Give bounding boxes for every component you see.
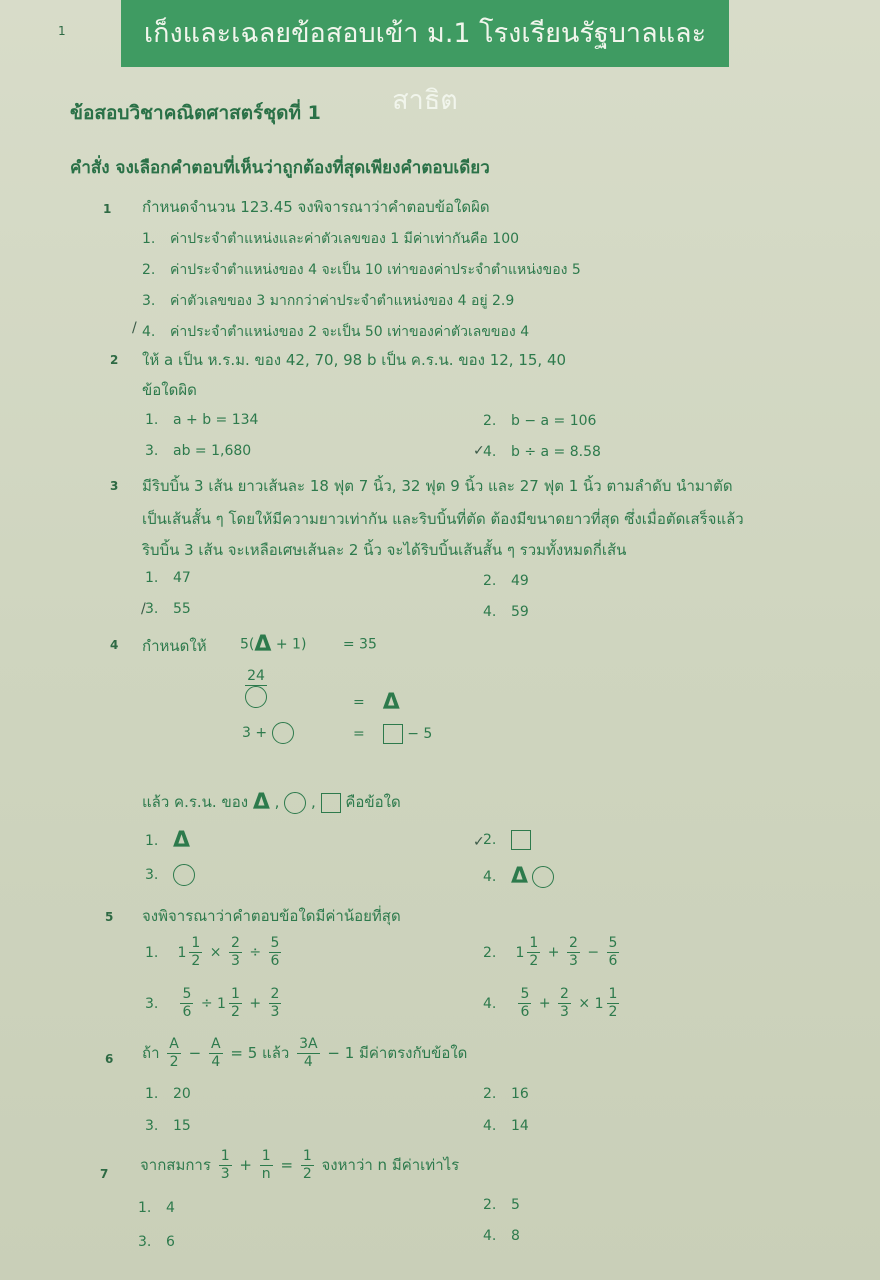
instruction: คำสั่ง จงเลือกคำตอบที่เห็นว่าถูกต้องที่สุดเพียงคำตอบเดียว bbox=[70, 158, 490, 178]
question-text: เป็นเส้นสั้น ๆ โดยให้มีความยาวเท่ากัน และริบบิ้นที่ตัด ต้องมีขนาดยาวที่สุด ซึ่งเมื่อตัดเสร็จแล้ว bbox=[142, 510, 744, 528]
question-text: ริบบิ้น 3 เส้น จะเหลือเศษเส้นละ 2 นิ้ว จะได้ริบบิ้นเส้นสั้น ๆ รวมทั้งหมดกี่เส้น bbox=[142, 541, 627, 559]
question-number: 4 bbox=[110, 638, 119, 652]
question-number: 7 bbox=[100, 1167, 109, 1181]
question-text: จากสมการ $\frac{1}{3}$ + $\frac{1}{n}$ = $\frac{1}{2}$ จงหาว่า n มีค่าเท่าไร bbox=[140, 1148, 460, 1182]
square-icon bbox=[321, 793, 341, 813]
option: 1. 4 bbox=[138, 1200, 175, 1216]
option: 3. ค่าตัวเลขของ 3 มากกว่าค่าประจำตำแหน่งของ 4 อยู่ 2.9 bbox=[142, 293, 515, 309]
option: 4. 59 bbox=[483, 604, 529, 620]
question-text: ข้อใดผิด bbox=[142, 381, 197, 399]
equation-3: 3 + bbox=[242, 722, 294, 744]
question-number: 3 bbox=[110, 479, 119, 493]
circle-icon bbox=[284, 792, 306, 814]
option: 2. 5 bbox=[483, 1197, 520, 1213]
circle-icon bbox=[173, 864, 195, 886]
question-text: มีริบบิ้น 3 เส้น ยาวเส้นละ 18 ฟุต 7 นิ้ว, 32 ฟุต 9 นิ้ว และ 27 ฟุต 1 นิ้ว ตามลำดับ นำมาตัด bbox=[142, 477, 733, 495]
option: 2. ค่าประจำตำแหน่งของ 4 จะเป็น 10 เท่าของค่าประจำตำแหน่งของ 5 bbox=[142, 262, 581, 278]
option: 1. Δ bbox=[145, 828, 191, 853]
circle-icon bbox=[532, 866, 554, 888]
equation-3-rhs: = − 5 bbox=[353, 726, 433, 742]
option: 2. 49 bbox=[483, 573, 529, 589]
option: 3. 6 bbox=[138, 1234, 175, 1250]
option: 3. 55 bbox=[145, 601, 191, 617]
question-text: กำหนดให้ bbox=[142, 637, 207, 655]
answer-mark: / bbox=[141, 601, 146, 617]
answer-mark: / bbox=[132, 320, 137, 336]
circle-icon bbox=[272, 722, 294, 744]
equation-2-rhs: = Δ bbox=[353, 690, 400, 715]
question-text: แล้ว ค.ร.น. ของ Δ , , คือข้อใด bbox=[142, 790, 401, 815]
triangle-icon: Δ bbox=[382, 690, 400, 715]
triangle-icon: Δ bbox=[254, 632, 272, 657]
option: 1. ค่าประจำตำแหน่งและค่าตัวเลขของ 1 มีค่าเท่ากันคือ 100 bbox=[142, 231, 520, 247]
answer-mark: ✓ bbox=[473, 834, 485, 850]
option: 4. 8 bbox=[483, 1228, 520, 1244]
option: 1. 20 bbox=[145, 1086, 191, 1102]
circle-icon bbox=[245, 686, 267, 708]
question-number: 2 bbox=[110, 353, 119, 367]
question-text: ถ้า $\frac{A}{2}$ − $\frac{A}{4}$ = 5 แล้ว $\frac{3A}{4}$ − 1 มีค่าตรงกับข้อใด bbox=[142, 1036, 468, 1070]
option: 4. 14 bbox=[483, 1118, 529, 1134]
option: 1. a + b = 134 bbox=[145, 412, 259, 428]
answer-mark: ✓ bbox=[473, 443, 485, 459]
banner-title: เก็งและเฉลยข้อสอบเข้า ม.1 โรงเรียนรัฐบาลและสาธิต bbox=[121, 0, 729, 67]
option: 1. 47 bbox=[145, 570, 191, 586]
option: 1. 1 $\frac{1}{2}$ × $\frac{2}{3}$ ÷ $\frac{5}{6}$ bbox=[145, 935, 280, 969]
option: 3. 15 bbox=[145, 1118, 191, 1134]
option: 4. Δ bbox=[483, 864, 554, 889]
option: 3. ab = 1,680 bbox=[145, 443, 252, 459]
triangle-icon: Δ bbox=[173, 828, 191, 853]
equation-2: 24 bbox=[240, 668, 272, 708]
option: 4. ค่าประจำตำแหน่งของ 2 จะเป็น 50 เท่าของค่าตัวเลขของ 4 bbox=[142, 324, 530, 340]
square-icon bbox=[383, 724, 403, 744]
question-number: 5 bbox=[105, 910, 114, 924]
equation-1: 5(Δ + 1) = 35 bbox=[240, 632, 377, 657]
option: 4. $\frac{5}{6}$ + $\frac{2}{3}$ × 1 $\frac{1}{2}$ bbox=[483, 986, 618, 1020]
option: 4. b ÷ a = 8.58 bbox=[483, 444, 601, 460]
question-text: ให้ a เป็น ห.ร.ม. ของ 42, 70, 98 b เป็น ค.ร.น. ของ 12, 15, 40 bbox=[142, 351, 567, 369]
question-number: 1 bbox=[103, 202, 112, 216]
option: 3. $\frac{5}{6}$ ÷ 1 $\frac{1}{2}$ + $\frac{2}{3}$ bbox=[145, 986, 280, 1020]
page-number: 1 bbox=[58, 24, 66, 38]
triangle-icon: Δ bbox=[252, 790, 270, 815]
square-icon bbox=[511, 830, 531, 850]
question-text: กำหนดจำนวน 123.45 จงพิจารณาว่าคำตอบข้อใดผิด bbox=[142, 198, 490, 216]
option: 2. bbox=[483, 830, 531, 850]
option: 2. b − a = 106 bbox=[483, 413, 597, 429]
option: 2. 1 $\frac{1}{2}$ + $\frac{2}{3}$ − $\frac{5}{6}$ bbox=[483, 935, 618, 969]
option: 2. 16 bbox=[483, 1086, 529, 1102]
exam-title: ข้อสอบวิชาคณิตศาสตร์ชุดที่ 1 bbox=[70, 102, 321, 124]
option: 3. bbox=[145, 864, 195, 886]
triangle-icon: Δ bbox=[511, 864, 529, 889]
question-text: จงพิจารณาว่าคำตอบข้อใดมีค่าน้อยที่สุด bbox=[142, 907, 401, 925]
question-number: 6 bbox=[105, 1052, 114, 1066]
